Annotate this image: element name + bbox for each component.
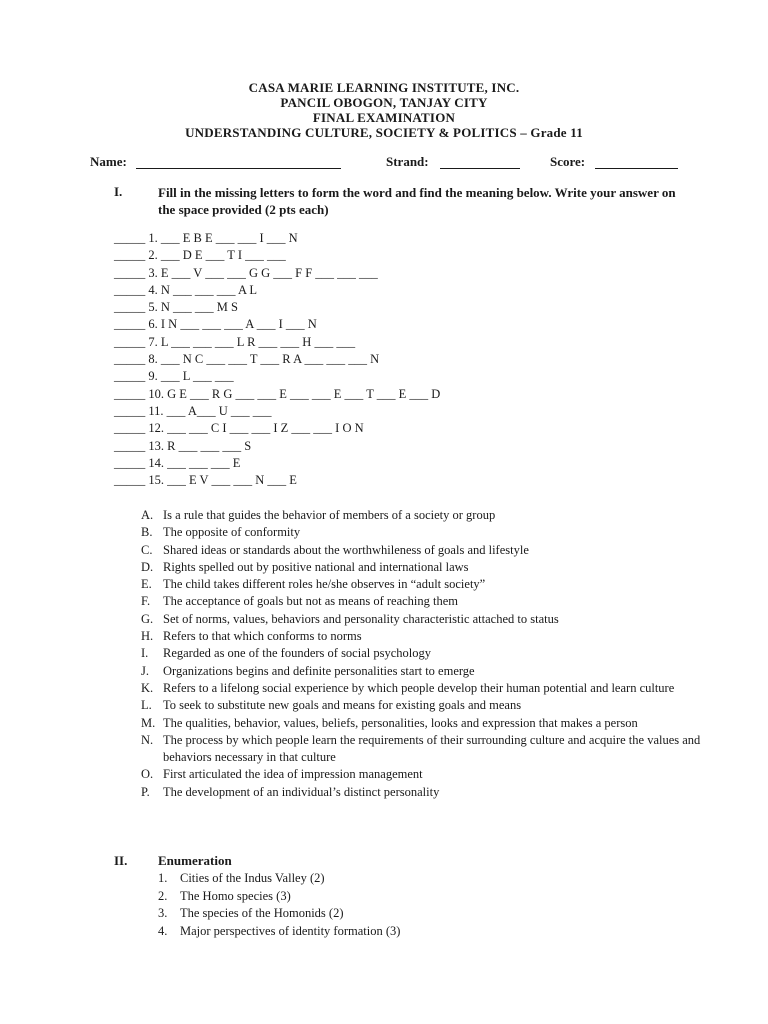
definition-letter: K. — [141, 680, 154, 695]
definition-item — [141, 715, 701, 732]
fill-in-item: _____ 12. ___ ___ C I ___ ___ I Z ___ ___ I O N — [114, 421, 364, 436]
subject-title: UNDERSTANDING CULTURE, SOCIETY & POLITICS – Grade 11 — [185, 125, 583, 140]
fill-in-item: _____ 8. ___ N C ___ ___ T ___ R A ___ ___ ___ N — [114, 352, 380, 367]
definition-letter: C. — [141, 542, 153, 557]
definition-item — [141, 645, 701, 662]
fill-in-item: _____ 4. N ___ ___ ___ A L — [114, 282, 258, 297]
definition-letter: I. — [141, 646, 149, 661]
definition-item — [141, 611, 701, 628]
document-header — [0, 80, 768, 140]
fill-in-item: _____ 9. ___ L ___ ___ — [114, 369, 234, 384]
definition-item — [141, 732, 701, 767]
enumeration-text: Cities of the Indus Valley (2) — [180, 871, 325, 885]
definition-text: To seek to substitute new goals and means for existing goals and means — [163, 698, 522, 713]
definition-letter: E. — [141, 577, 152, 592]
fill-in-item: _____ 1. ___ E B E ___ ___ I ___ N — [114, 231, 298, 245]
definition-text: First articulated the idea of impression management — [163, 767, 423, 782]
score-blank — [595, 168, 678, 169]
definition-letter: A. — [141, 508, 154, 522]
enumeration-item — [158, 923, 658, 941]
fill-in-item: _____ 3. E ___ V ___ ___ G G ___ F F ___ ___ ___ — [114, 265, 378, 280]
definition-item — [141, 542, 701, 559]
definition-letter: N. — [141, 732, 154, 747]
definition-item — [141, 680, 701, 697]
definition-item — [141, 766, 701, 783]
student-info-row — [90, 154, 690, 172]
definition-letter: M. — [141, 715, 156, 730]
fill-in-item: _____ 10. G E ___ R G ___ ___ E ___ ___ E ___ T ___ E ___ D — [114, 386, 441, 401]
fill-in-item: _____ 5. N ___ ___ M S — [114, 300, 238, 315]
definition-letter: O. — [141, 767, 154, 782]
definition-text: The opposite of conformity — [163, 525, 301, 540]
enumeration-text: The species of the Homonids (2) — [180, 906, 344, 920]
definition-text: Refers to a lifelong social experience by which people develop their human potential and learn culture — [163, 680, 675, 695]
definition-text: The child takes different roles he/she observes in “adult society” — [163, 577, 486, 592]
strand-blank — [440, 168, 520, 169]
definition-item — [141, 576, 701, 593]
definition-text: The qualities, behavior, values, beliefs, personalities, looks and expression that makes a person — [163, 715, 638, 730]
definition-item — [141, 784, 701, 801]
definition-item — [141, 697, 701, 714]
definition-item — [141, 559, 701, 576]
definition-letter: F. — [141, 594, 151, 609]
enumeration-number: 2. — [158, 888, 168, 903]
score-label: Score: — [550, 154, 586, 169]
fill-in-item: _____ 2. ___ D E ___ T I ___ ___ — [114, 248, 286, 263]
enumeration-text: Major perspectives of identity formation (3) — [180, 923, 401, 938]
enumeration-number: 3. — [158, 906, 168, 920]
fill-in-item: _____ 13. R ___ ___ ___ S — [114, 438, 252, 453]
definition-item — [141, 593, 701, 610]
enumeration-item — [158, 870, 658, 888]
definition-text: The process by which people learn the requirements of their surrounding culture and acquire the values and behaviors necessary in that culture — [163, 732, 701, 765]
definition-item — [141, 628, 701, 645]
section-one-instruction: Fill in the missing letters to form the word and find the meaning below. Write your answer on the space provided (2 pts each) — [158, 185, 676, 217]
definition-letter: D. — [141, 559, 154, 574]
fill-in-item: _____ 7. L ___ ___ ___ L R ___ ___ H ___ ___ — [114, 334, 356, 349]
definition-text: Is a rule that guides the behavior of members of a society or group — [163, 508, 496, 522]
enumeration-text: The Homo species (3) — [180, 888, 291, 903]
enumeration-item — [158, 888, 658, 906]
fill-in-item: _____ 14. ___ ___ ___ E — [114, 455, 241, 470]
definition-list — [141, 507, 701, 801]
definition-letter: P. — [141, 784, 150, 799]
definition-item — [141, 524, 701, 541]
section-two-number: II. — [114, 853, 128, 868]
enumeration-number: 1. — [158, 871, 168, 885]
definition-letter: J. — [141, 663, 149, 678]
exam-title: FINAL EXAMINATION — [312, 110, 456, 125]
definition-item — [141, 663, 701, 680]
definition-text: Regarded as one of the founders of social psychology — [163, 646, 431, 661]
definition-letter: G. — [141, 611, 154, 626]
definition-letter: B. — [141, 525, 153, 540]
definition-text: The development of an individual’s distinct personality — [163, 784, 440, 799]
section-one-number: I. — [114, 184, 123, 199]
name-label: Name: — [90, 154, 127, 169]
fill-in-item: _____ 6. I N ___ ___ ___ A ___ I ___ N — [114, 317, 317, 332]
school-address: PANCIL OBOGON, TANJAY CITY — [280, 95, 488, 110]
name-blank — [136, 168, 341, 169]
definition-text: Refers to that which conforms to norms — [163, 629, 362, 644]
fill-in-item: _____ 15. ___ E V ___ ___ N ___ E — [114, 473, 297, 488]
strand-label: Strand: — [386, 154, 429, 169]
definition-letter: H. — [141, 629, 154, 644]
definition-text: Shared ideas or standards about the worthwhileness of goals and lifestyle — [163, 542, 529, 557]
definition-text: Set of norms, values, behaviors and personality characteristic attached to status — [163, 611, 559, 626]
section-two-title: Enumeration — [158, 853, 232, 868]
fill-in-item: _____ 11. ___ A___ U ___ ___ — [114, 403, 272, 418]
definition-text: The acceptance of goals but not as means of reaching them — [163, 594, 459, 609]
school-name: CASA MARIE LEARNING INSTITUTE, INC. — [248, 80, 520, 95]
definition-letter: L. — [141, 698, 152, 713]
definition-text: Organizations begins and definite personalities start to emerge — [163, 663, 475, 678]
fill-in-items — [114, 230, 674, 489]
enumeration-item — [158, 905, 658, 923]
definition-item — [141, 507, 701, 524]
enumeration-list — [158, 870, 658, 940]
definition-text: Rights spelled out by positive national and international laws — [163, 559, 469, 574]
enumeration-number: 4. — [158, 923, 168, 938]
